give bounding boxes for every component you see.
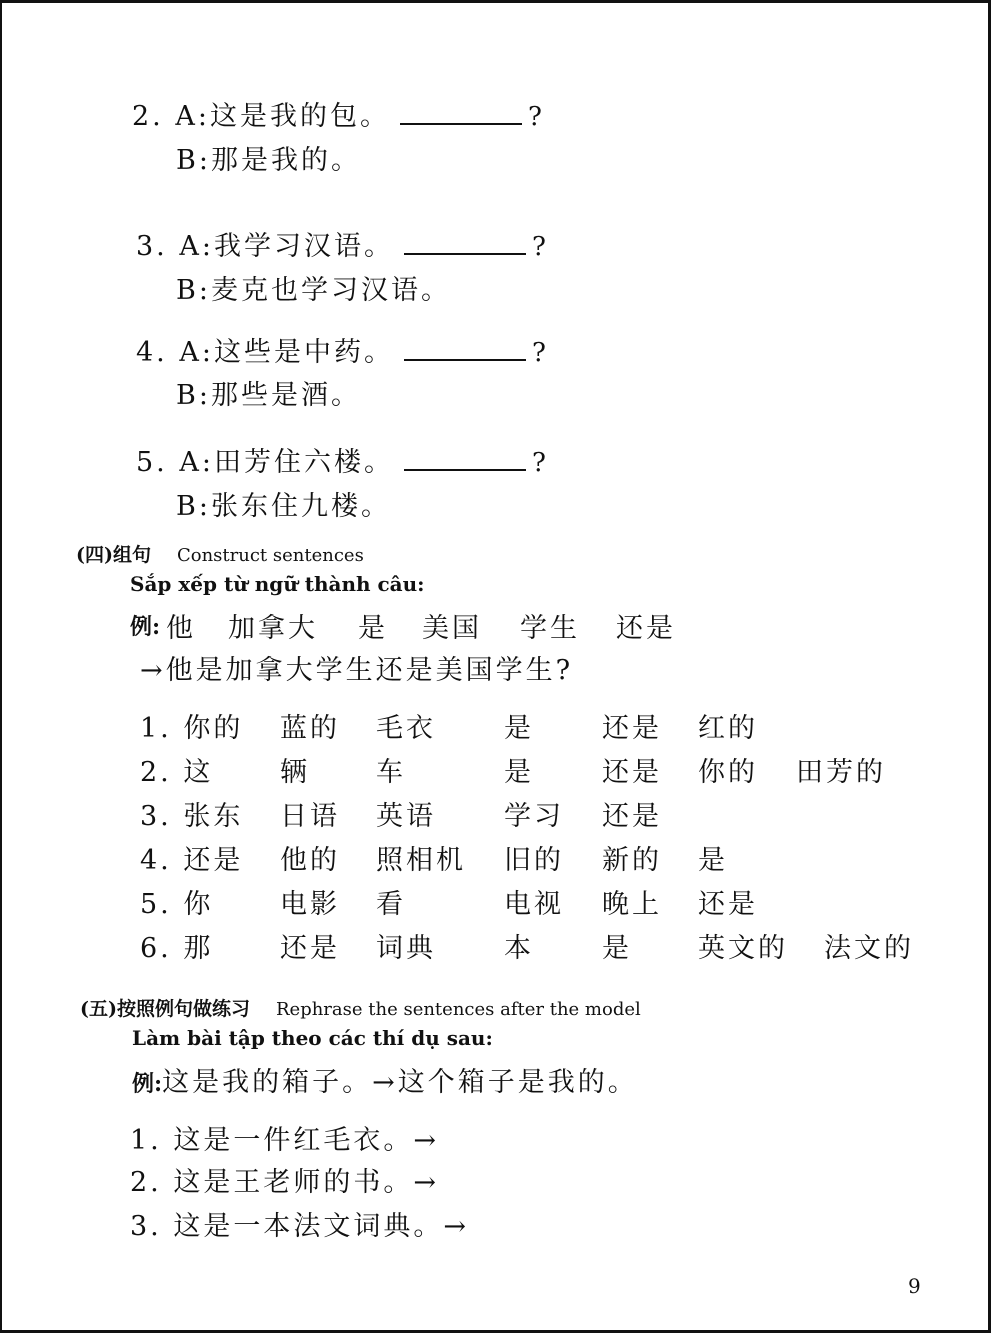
example-word: 还是: [616, 613, 676, 644]
example-word: 加拿大: [228, 613, 318, 644]
table-cell: 田芳的: [796, 757, 886, 788]
section5-item: 2. 这是王老师的书。→: [130, 1167, 439, 1198]
table-cell: 照相机: [376, 845, 466, 876]
table-cell: 是: [504, 757, 534, 788]
q2-line-b: B:那是我的。: [176, 145, 361, 176]
section5-title-en: Rephrase the sentences after the model: [275, 999, 641, 1020]
q3-a-text: 3. A:我学习汉语。: [136, 231, 394, 262]
table-cell: 2. 这: [140, 757, 214, 788]
q3-line-a: [136, 224, 549, 263]
table-cell: 5. 你: [140, 889, 214, 920]
table-cell: 还是: [602, 801, 662, 832]
section4-title: (四)组句: [76, 544, 151, 566]
table-cell: 是: [504, 713, 534, 744]
section4-title-en: Construct sentences: [176, 545, 364, 566]
table-cell: 他的: [280, 845, 340, 876]
table-cell: 日语: [280, 801, 340, 832]
table-cell: 本: [504, 933, 534, 964]
q5-a-text: 5. A:田芳住六楼。: [136, 447, 394, 478]
table-cell: 6. 那: [140, 933, 214, 964]
q5-line-b: B:张东住九楼。: [176, 491, 391, 522]
table-cell: 法文的: [824, 933, 914, 964]
table-cell: 毛衣: [376, 713, 436, 744]
q4-question-mark: ?: [531, 338, 549, 368]
table-cell: 还是: [280, 933, 340, 964]
example-word: 美国: [422, 613, 482, 644]
table-cell: 4. 还是: [140, 845, 244, 876]
q3-line-b: B:麦克也学习汉语。: [176, 275, 451, 306]
example-word: 学生: [520, 613, 580, 644]
table-cell: 1. 你的: [140, 713, 244, 744]
section5-title: (五)按照例句做练习: [80, 998, 250, 1020]
section5-item: 3. 这是一本法文词典。→: [130, 1211, 469, 1242]
table-cell: 学习: [504, 801, 564, 832]
table-cell: 英语: [376, 801, 436, 832]
table-cell: 英文的: [698, 933, 788, 964]
q5-answer-blank[interactable]: [404, 447, 526, 471]
q4-line-a: [136, 330, 549, 369]
section4-example-answer: →他是加拿大学生还是美国学生?: [140, 655, 574, 686]
q4-a-text: 4. A:这些是中药。: [136, 337, 394, 368]
table-cell: 看: [376, 889, 406, 920]
q3-answer-blank[interactable]: [404, 231, 526, 255]
table-cell: 晚上: [602, 889, 662, 920]
page-number: 9: [908, 1274, 921, 1298]
q4-line-b: B:那些是酒。: [176, 380, 361, 411]
table-cell: 你的: [698, 757, 758, 788]
section4-word-table: [140, 706, 920, 976]
section5-heading: [80, 994, 641, 1021]
table-cell: 3. 张东: [140, 801, 244, 832]
q5-line-a: [136, 440, 549, 479]
section5-example: [132, 1060, 638, 1099]
table-cell: 蓝的: [280, 713, 340, 744]
section4-heading: [76, 540, 364, 567]
table-cell: 还是: [698, 889, 758, 920]
q5-question-mark: ?: [531, 448, 549, 478]
q4-answer-blank[interactable]: [404, 337, 526, 361]
section4-example-label: 例:: [130, 614, 161, 640]
q2-answer-blank[interactable]: [400, 101, 522, 125]
section4-example: [130, 606, 830, 642]
page-border-left: [0, 0, 2, 1333]
example-word: 是: [358, 613, 388, 644]
q2-question-mark: ?: [527, 102, 545, 132]
section5-title-vi: Làm bài tập theo các thí dụ sau:: [132, 1026, 493, 1050]
table-cell: 红的: [698, 713, 758, 744]
table-cell: 词典: [376, 933, 436, 964]
q2-line-a: [132, 94, 545, 133]
table-cell: 车: [376, 757, 406, 788]
table-cell: 还是: [602, 713, 662, 744]
section5-example-label: 例:: [132, 1071, 163, 1097]
page-border-top: [0, 0, 991, 3]
q2-a-text: 2. A:这是我的包。: [132, 101, 390, 132]
section5-item: 1. 这是一件红毛衣。→: [130, 1125, 439, 1156]
table-cell: 电视: [504, 889, 564, 920]
section5-example-text: 这是我的箱子。→这个箱子是我的。: [162, 1067, 638, 1098]
table-cell: 新的: [602, 845, 662, 876]
table-cell: 辆: [280, 757, 310, 788]
table-cell: 还是: [602, 757, 662, 788]
table-cell: 旧的: [504, 845, 564, 876]
section4-title-vi: Sắp xếp từ ngữ thành câu:: [130, 572, 425, 596]
table-cell: 是: [698, 845, 728, 876]
q3-question-mark: ?: [531, 232, 549, 262]
example-word: 他: [166, 613, 196, 644]
table-cell: 是: [602, 933, 632, 964]
table-cell: 电影: [280, 889, 340, 920]
